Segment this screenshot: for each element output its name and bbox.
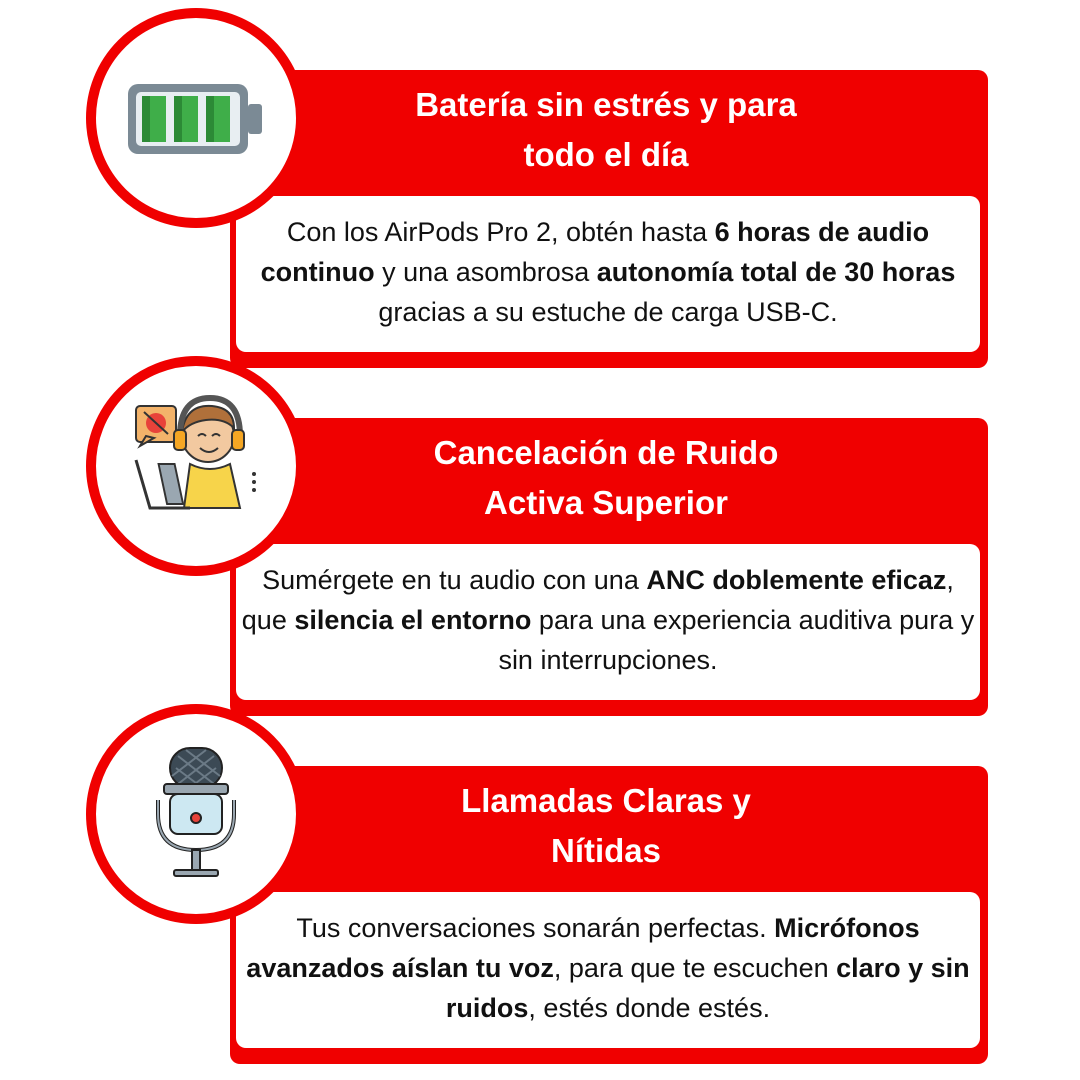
body-text: Con los AirPods Pro 2, obtén hasta [286, 217, 715, 247]
body-text: , que [241, 565, 954, 635]
card-title [256, 776, 956, 876]
body-bold-text: Micrófonos avanzados aíslan tu voz [246, 913, 920, 983]
card-body [241, 908, 975, 1028]
body-text: , estés donde estés. [528, 993, 771, 1023]
feature-card-calls [86, 766, 988, 1066]
battery-icon [116, 38, 276, 198]
body-bold-text: ANC doblemente eficaz [646, 565, 947, 595]
icon-circle [86, 8, 306, 228]
card-title-line-1: Llamadas Claras y [461, 782, 751, 819]
card-title-line-1: Cancelación de Ruido [433, 434, 779, 471]
body-text: para una experiencia auditiva pura y sin interrupciones. [498, 605, 975, 675]
card-title-line-2: Activa Superior [484, 484, 728, 521]
headphones-person-icon [116, 386, 276, 546]
body-text: y una asombrosa [374, 257, 597, 287]
microphone-icon [116, 734, 276, 894]
feature-card-anc [86, 418, 988, 718]
card-title [256, 80, 956, 180]
feature-card-battery [86, 70, 988, 370]
card-body [241, 212, 975, 332]
body-text: , para que te escuchen [553, 953, 837, 983]
card-body [241, 560, 975, 680]
card-title-line-2: todo el día [523, 136, 689, 173]
icon-circle [86, 356, 306, 576]
body-bold-text: silencia el entorno [294, 605, 532, 635]
body-text: Sumérgete en tu audio con una [262, 565, 647, 595]
body-text: gracias a su estuche de carga USB-C. [378, 297, 838, 327]
body-text: Tus conversaciones sonarán perfectas. [296, 913, 775, 943]
card-title-line-2: Nítidas [550, 832, 662, 869]
body-bold-text: 6 horas de audio continuo [260, 217, 930, 287]
card-title-line-1: Batería sin estrés y para [415, 86, 797, 123]
card-title [256, 428, 956, 528]
body-bold-text: autonomía total de 30 horas [596, 257, 956, 287]
body-bold-text: claro y sin ruidos [445, 953, 970, 1023]
icon-circle [86, 704, 306, 924]
